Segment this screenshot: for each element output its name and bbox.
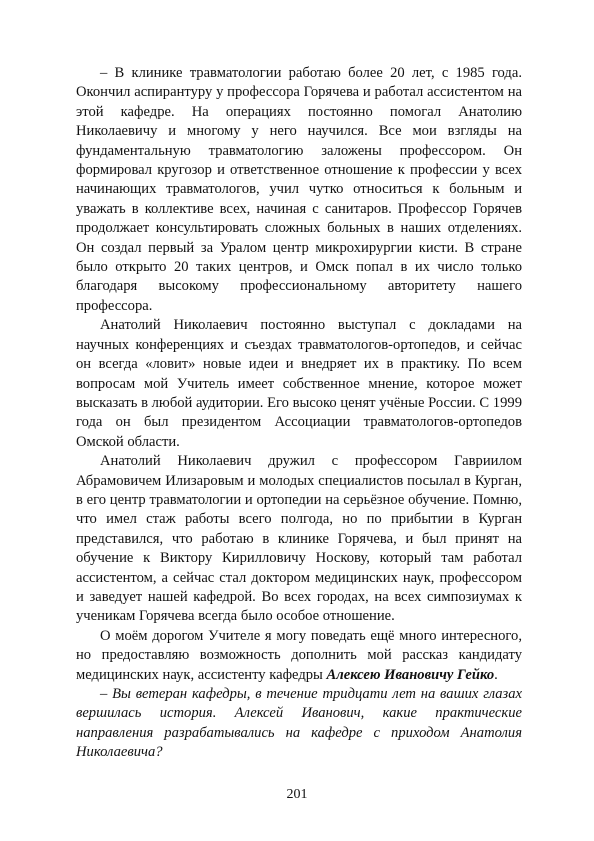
paragraph-4-text: О моём дорогом Учителе я могу поведать ещё много интересного, но предоставляю возможность дополнить мой рассказ кандидату медицинских наук, ассистенту кафедры [76,627,522,683]
paragraph-1: – В клинике травматологии работаю более 20 лет, с 1985 года. Окончил аспирантуру у профессора Горячева и работал ассистентом на этой кафедре. На операциях постоянно помогал Анатолию Николаевичу и многому у него научился. Все мои взгляды на фундаментальную травматологию заложены профессором. Он формировал кругозор и ответственное отношение к профессии у всех начинающих травматологов, учил чутко относиться к больным и уважать в коллективе всех, начиная с санитаров. Профессор Горячев продолжает консультировать сложных больных в наших отделениях. Он создал первый за Уралом центр микрохирургии кисти. В стране было открыто 20 таких центров, и Омск попал в их число только благодаря высокому профессиональному авторитету нашего профессора. [76,65,522,314]
interview-question: – Вы ветеран кафедры, в течение тридцати лет на ваших глазах вершилась история. Алексей Иванович, какие практические направления разрабатывались на кафедре с приходом Анатолия Николаевича? [76,686,522,761]
page-number: 201 [286,787,308,802]
paragraph-3: Анатолий Николаевич дружил с профессором Гавриилом Абрамовичем Илизаровым и молодых специалистов посылал в Курган, в его центр травматологии и ортопедии на серьёзное обучение. Помню, что имел стаж работы всего полгода, но по прибытии в Курган представился, что работаю в клинике Горячева, и был принят на обучение к Виктору Кирилловичу Носкову, который там работал ассистентом, а сейчас стал доктором медицинских наук, профессором и заведует нашей кафедрой. Во всех городах, на всех симпозиумах к ученикам Горячева всегда было особое отношение. [76,453,522,625]
paragraph-4 [76,627,522,685]
person-name: Алексею Ивановичу Гейко [326,666,495,683]
paragraph-2: Анатолий Николаевич постоянно выступал с докладами на научных конференциях и съездах травматологов-ортопедов, и сейчас он всегда «ловит» новые идеи и внедряет их в практику. По всем вопросам мой Учитель имеет собственное мнение, которое может высказать в любой аудитории. Его высоко ценят учёные России. С 1999 года он был президентом Ассоциации травматологов-ортопедов Омской области. [76,317,522,450]
body-text [76,64,522,763]
paragraph-4-end: . [494,666,498,683]
